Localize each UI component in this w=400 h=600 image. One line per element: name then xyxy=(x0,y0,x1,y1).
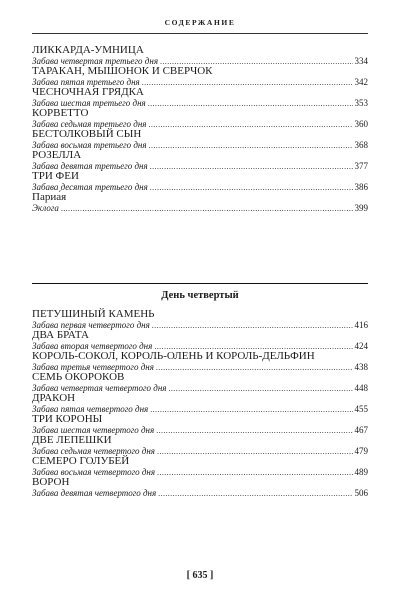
dot-leader xyxy=(150,162,353,172)
dot-leader xyxy=(156,426,352,436)
toc-entry-title: БЕСТОЛКОВЫЙ СЫН xyxy=(32,128,142,140)
toc-section-fourth-day xyxy=(32,308,368,497)
dot-leader xyxy=(169,384,353,394)
toc-entry-title: СЕМЕРО ГОЛУБЕЙ xyxy=(32,455,130,467)
toc-entry xyxy=(32,308,368,329)
toc-entry-title: ЧЕСНОЧНАЯ ГРЯДКА xyxy=(32,86,144,98)
toc-entry-page: 467 xyxy=(354,425,368,435)
toc-entry-subtitle: Забава четвертая четвертого дня xyxy=(32,383,167,393)
toc-entry xyxy=(32,44,368,65)
toc-entry xyxy=(32,65,368,86)
toc-entry-subtitle: Забава пятая третьего дня xyxy=(32,77,140,87)
toc-entry-title: ДВА БРАТА xyxy=(32,329,89,341)
toc-entry-subtitle: Эклога xyxy=(32,203,59,213)
page-number: [ 635 ] xyxy=(186,570,214,581)
toc-entry-page: 360 xyxy=(354,119,368,129)
toc-entry-title: ДВЕ ЛЕПЕШКИ xyxy=(32,434,112,446)
toc-entry xyxy=(32,392,368,413)
toc-entry-subtitle: Забава вторая четвертого дня xyxy=(32,341,153,351)
toc-entry-page: 479 xyxy=(354,446,368,456)
toc-entry xyxy=(32,170,368,191)
dot-leader xyxy=(157,447,353,457)
toc-entry-subtitle: Забава седьмая третьего дня xyxy=(32,119,147,129)
toc-entry xyxy=(32,413,368,434)
toc-entry xyxy=(32,191,368,212)
toc-entry-subtitle: Забава шестая третьего дня xyxy=(32,98,146,108)
toc-entry-page: 386 xyxy=(354,182,368,192)
toc-entry-title: ЛИККАРДА-УМНИЦА xyxy=(32,44,144,56)
toc-entry xyxy=(32,149,368,170)
dot-leader xyxy=(150,405,352,415)
toc-entry-title: РОЗЕЛЛА xyxy=(32,149,82,161)
toc-entry-page: 399 xyxy=(354,203,368,213)
toc-entry xyxy=(32,86,368,107)
dot-leader xyxy=(157,468,352,478)
toc-entry-title: Париа́я xyxy=(32,191,67,203)
day-heading: День четвертый xyxy=(161,290,239,301)
toc-entry-subtitle: Забава восьмая третьего дня xyxy=(32,140,147,150)
toc-entry-page: 424 xyxy=(354,341,368,351)
toc-entry-page: 368 xyxy=(354,140,368,150)
toc-entry-title: ТРИ ФЕИ xyxy=(32,170,79,182)
toc-entry-title: ДРАКОН xyxy=(32,392,76,404)
toc-entry xyxy=(32,350,368,371)
header-rule xyxy=(32,33,368,34)
dot-leader xyxy=(152,321,353,331)
toc-entry-page: 353 xyxy=(354,98,368,108)
toc-entry-subtitle: Забава первая четвертого дня xyxy=(32,320,150,330)
dot-leader xyxy=(158,489,352,499)
toc-entry-subtitle: Забава пятая четвертого дня xyxy=(32,404,149,414)
dot-leader xyxy=(150,183,353,193)
toc-entry xyxy=(32,434,368,455)
toc-entry xyxy=(32,128,368,149)
section-divider xyxy=(32,283,368,284)
toc-entry-title: КОРОЛЬ-СОКОЛ, КОРОЛЬ-ОЛЕНЬ И КОРОЛЬ-ДЕЛЬФИН xyxy=(32,350,315,362)
toc-entry-title: СЕМЬ ОКОРОКОВ xyxy=(32,371,125,383)
toc-entry xyxy=(32,107,368,128)
toc-entry-page: 438 xyxy=(354,362,368,372)
running-header: СОДЕРЖАНИЕ xyxy=(164,18,236,27)
toc-entry-subtitle: Забава третья четвертого дня xyxy=(32,362,154,372)
toc-entry-title: ВОРОН xyxy=(32,476,70,488)
toc-entry-page: 416 xyxy=(354,320,368,330)
toc-entry-title: КОРВЕТТО xyxy=(32,107,89,119)
toc-section-third-day xyxy=(32,44,368,212)
dot-leader xyxy=(61,204,353,214)
toc-entry-title: ТАРАКАН, МЫШОНОК И СВЕРЧОК xyxy=(32,65,213,77)
toc-entry-subtitle: Забава седьмая четвертого дня xyxy=(32,446,155,456)
toc-entry-page: 448 xyxy=(354,383,368,393)
toc-entry-title: ТРИ КОРОНЫ xyxy=(32,413,103,425)
dot-leader xyxy=(149,141,353,151)
toc-entry-subtitle: Забава десятая третьего дня xyxy=(32,182,148,192)
dot-leader xyxy=(148,120,352,130)
toc-entry xyxy=(32,329,368,350)
toc-entry-page: 455 xyxy=(354,404,368,414)
toc-entry-page: 334 xyxy=(354,56,368,66)
toc-entry xyxy=(32,371,368,392)
toc-entry-subtitle: Забава девятая третьего дня xyxy=(32,161,148,171)
toc-entry xyxy=(32,455,368,476)
toc-entry-subtitle: Забава восьмая четвертого дня xyxy=(32,467,156,477)
toc-entry-page: 506 xyxy=(354,488,368,498)
dot-leader xyxy=(148,99,353,109)
toc-entry-title: ПЕТУШИНЫЙ КАМЕНЬ xyxy=(32,308,155,320)
toc-entry xyxy=(32,476,368,497)
toc-entry-subtitle: Забава четвертая третьего дня xyxy=(32,56,158,66)
toc-entry-page: 489 xyxy=(354,467,368,477)
toc-entry-page: 377 xyxy=(354,161,368,171)
toc-entry-subtitle: Забава шестая четвертого дня xyxy=(32,425,155,435)
dot-leader xyxy=(156,363,353,373)
toc-entry-subtitle: Забава девятая четвертого дня xyxy=(32,488,157,498)
dot-leader xyxy=(142,78,353,88)
toc-entry-page: 342 xyxy=(354,77,368,87)
